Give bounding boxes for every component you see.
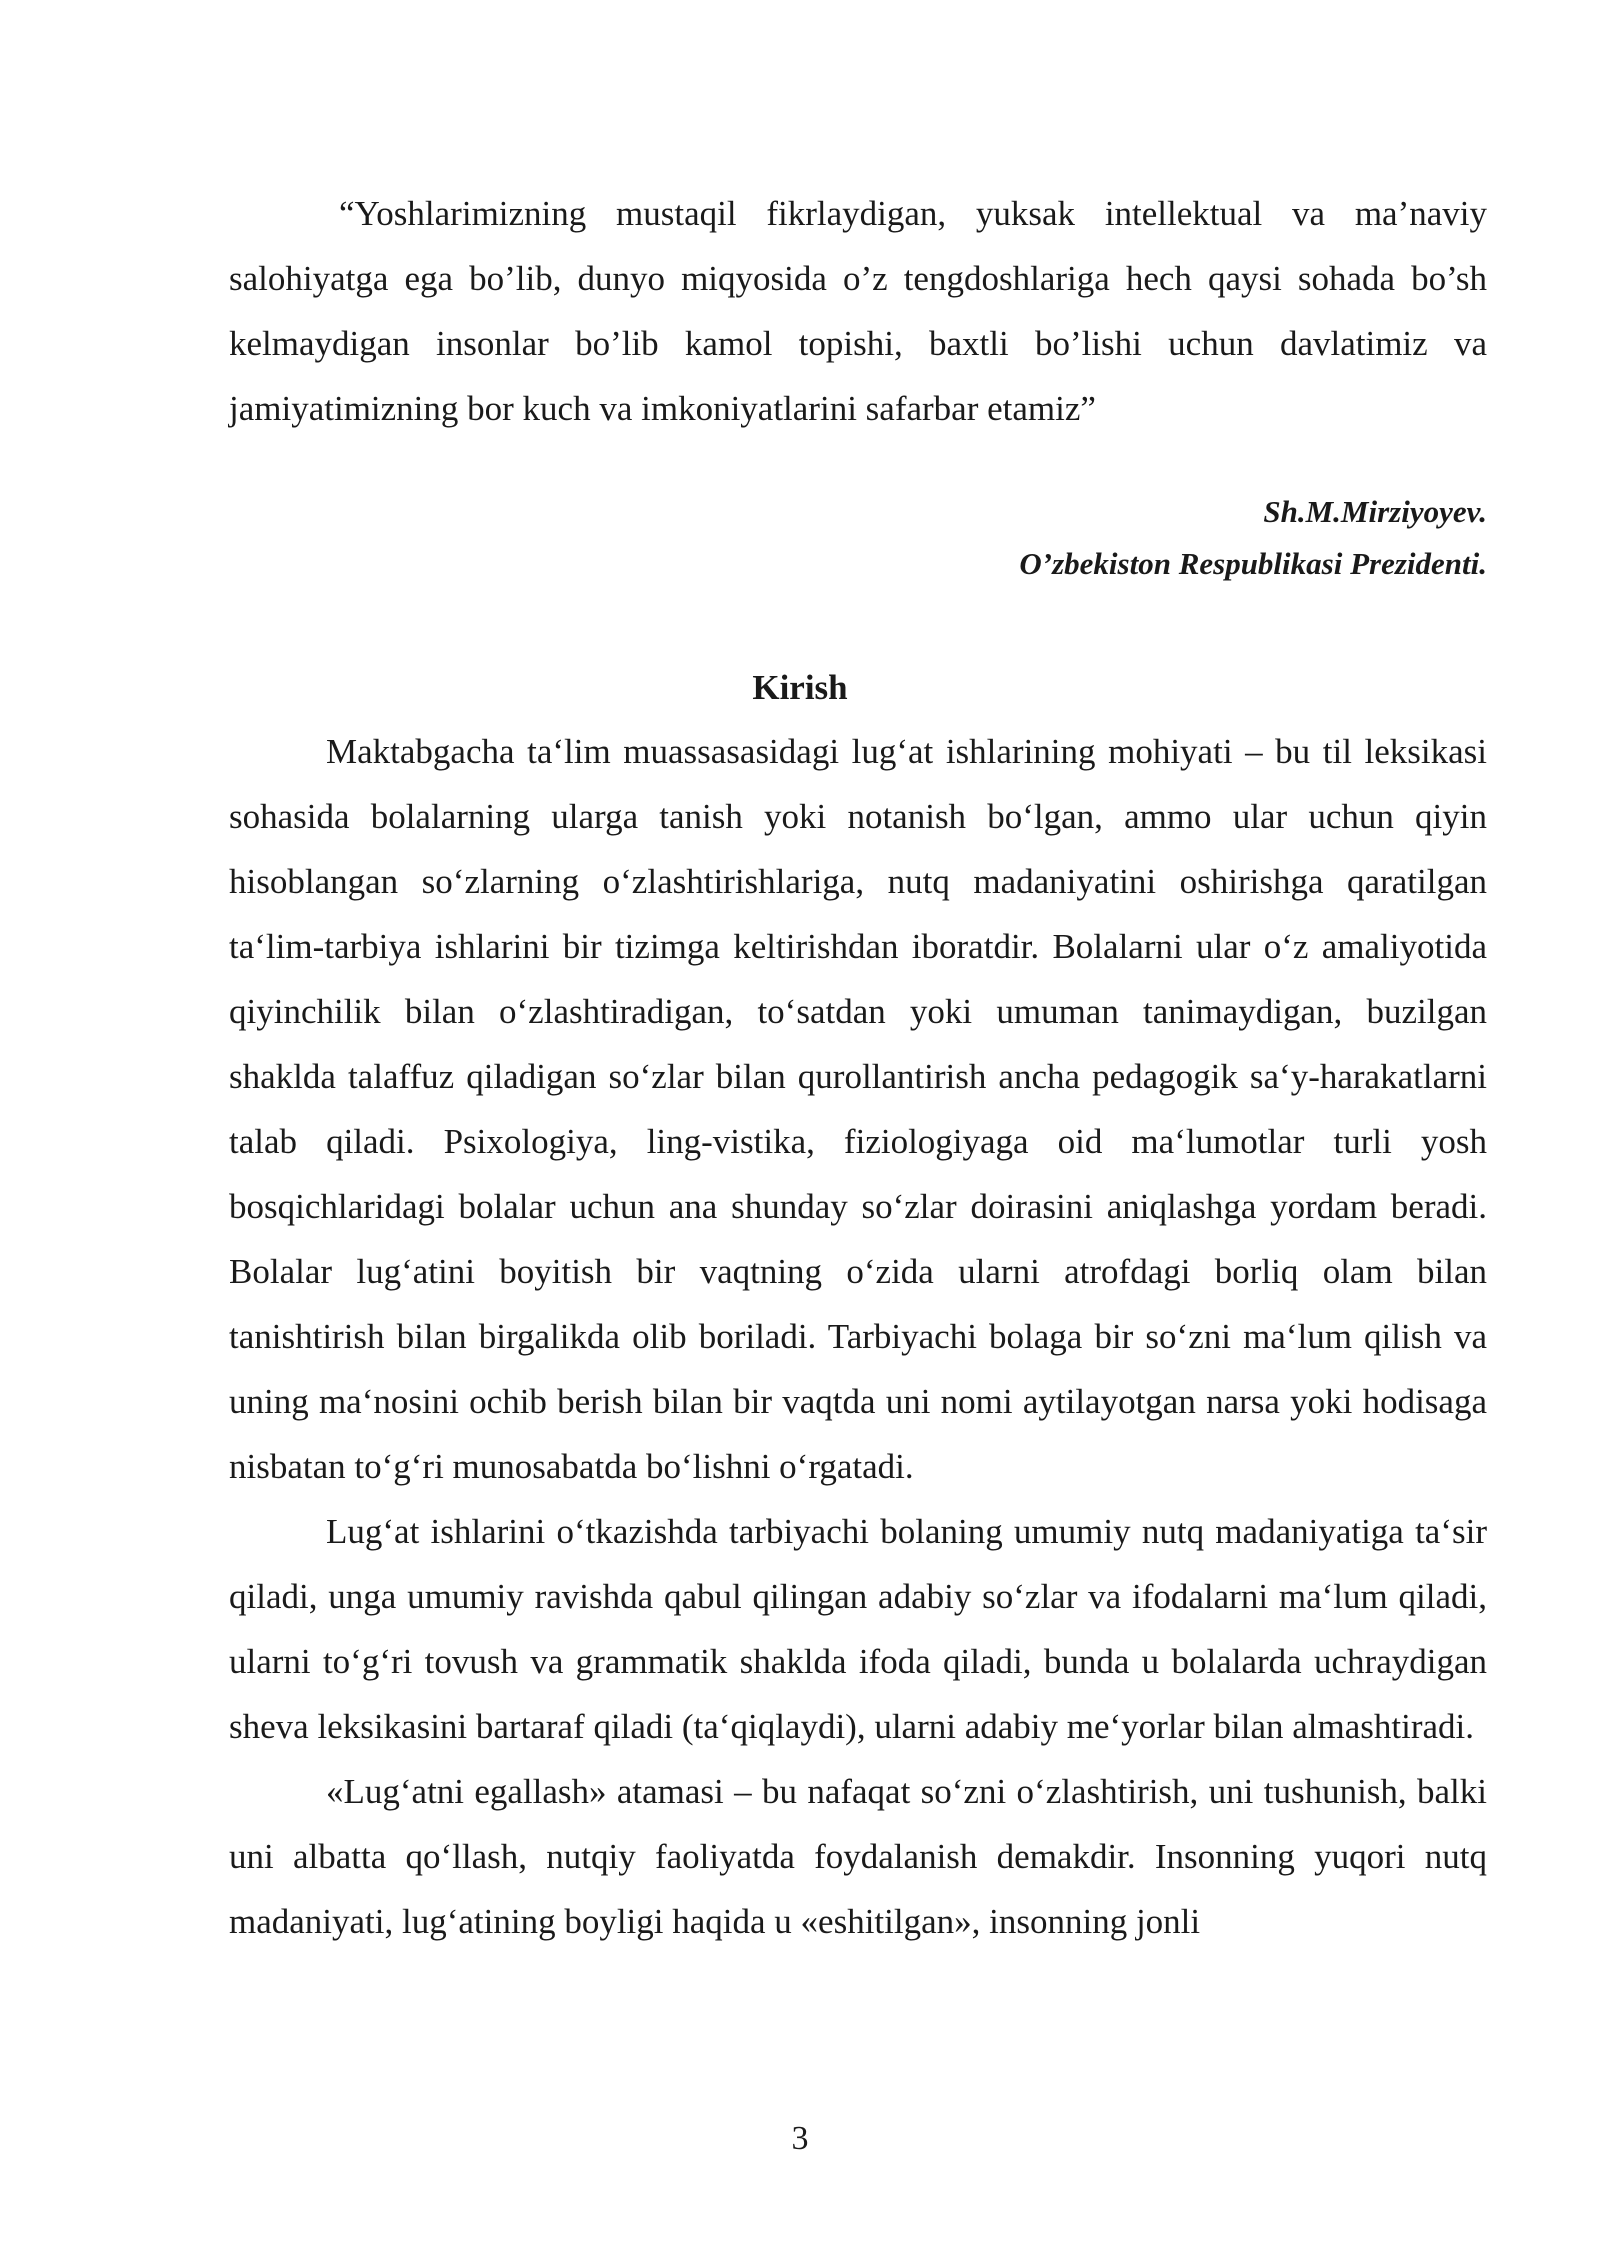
body-paragraph: «Lug‘atni egallash» atamasi – bu nafaqat so‘zni o‘zlashtirish, uni tushunish, balki uni albatta qo‘llash, nutqiy faoliyatda foydalanish demakdir. Insonning yuqori nutq madaniyati, lug‘atining boyligi haqida u «eshitilgan», insonning jonli [229, 1772, 1487, 1941]
body-paragraph: Maktabgacha ta‘lim muassasasidagi lug‘at ishlarining mohiyati – bu til leksikasi sohasida bolalarning ularga tanish yoki notanish bo‘lgan, ammo ular uchun qiyin hisoblangan so‘zlarning o‘zlashtirishlariga, nutq madaniyatini oshirishga qaratilgan ta‘lim-tarbiya ishlarini bir tizimga keltirishdan iboratdir. Bolalarni ular o‘z amaliyotida qiyinchilik bilan o‘zlashtiradigan, to‘satdan yoki umuman tanimaydigan, buzilgan shaklda talaffuz qiladigan so‘zlar bilan qurollantirish ancha pedagogik sa‘y-harakatlarni talab qiladi. Psixologiya, ling-vistika, fiziologiyaga oid ma‘lumotlar turli yosh bosqichlaridagi bolalar uchun ana shunday so‘zlar doirasini aniqlashga yordam beradi. Bolalar lug‘atini boyitish bir vaqtning o‘zida ularni atrofdagi borliq olam bilan tanishtirish bilan birgalikda olib boriladi. Tarbiyachi bolaga bir so‘zni ma‘lum qilish va uning ma‘nosini ochib berish bilan bir vaqtda uni nomi aytilayotgan narsa yoki hodisaga nisbatan to‘g‘ri munosabatda bo‘lishni o‘rgatadi. [229, 732, 1487, 1486]
epigraph-author: Sh.M.Mirziyoyev. [1263, 494, 1487, 529]
epigraph-author-title: O’zbekiston Respublikasi Prezidenti. [1019, 546, 1487, 581]
body-paragraph: Lug‘at ishlarini o‘tkazishda tarbiyachi bolaning umumiy nutq madaniyatiga ta‘sir qiladi, unga umumiy ravishda qabul qilingan adabiy so‘zlar va ifodalarni ma‘lum qiladi, ularni to‘g‘ri tovush va grammatik shaklda ifoda qiladi, bunda u bolalarda uchraydigan sheva leksikasini bartaraf qiladi (ta‘qiqlaydi), ularni adabiy me‘yorlar bilan almashtiradi. [229, 1512, 1487, 1746]
section-body [229, 719, 1487, 1954]
epigraph-quote [229, 181, 1487, 441]
epigraph-quote-text: “Yoshlarimizning mustaqil fikrlaydigan, yuksak intellektual va ma’naviy salohiyatga ega bo’lib, dunyo miqyosida o’z tengdoshlariga hech qaysi sohada bo’sh kelmaydigan insonlar bo’lib kamol topishi, baxtli bo’lishi uchun davlatimiz va jamiyatimizning bor kuch va imkoniyatlarini safarbar etamiz” [229, 194, 1487, 428]
page-number: 3 [791, 2120, 809, 2157]
epigraph-signature [1019, 486, 1487, 590]
section-heading: Kirish [752, 668, 848, 707]
